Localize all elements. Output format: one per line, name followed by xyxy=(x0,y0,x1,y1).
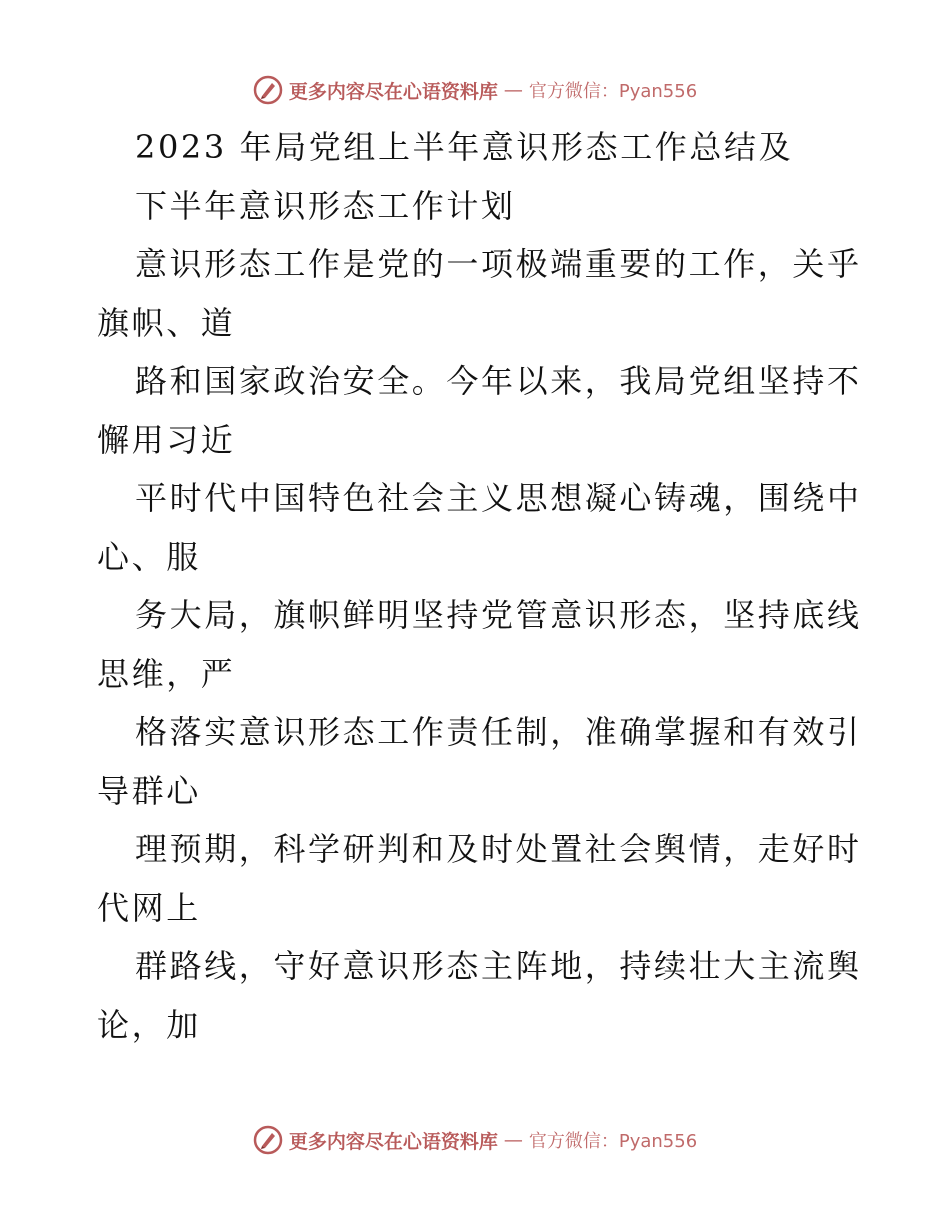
body-line: 导群心 xyxy=(97,771,201,810)
pen-circle-logo-icon xyxy=(253,1125,283,1155)
body-line: 旗帜、道 xyxy=(97,303,236,342)
document-title-line-1: 2023 年局党组上半年意识形态工作总结及 xyxy=(135,128,794,166)
watermark-dash: — xyxy=(503,79,523,101)
watermark-brand: 更多内容尽在心语资料库 xyxy=(288,1130,498,1153)
body-line: 理预期，科学研判和及时处置社会舆情，走好时 xyxy=(135,830,862,868)
document-body xyxy=(97,118,862,1054)
watermark-wechat: 官方微信：Pyan556 xyxy=(528,81,698,102)
body-line: 平时代中国特色社会主义思想凝心铸魂，围绕中 xyxy=(135,479,862,517)
body-line: 意识形态工作是党的一项极端重要的工作，关乎 xyxy=(135,245,862,283)
footer-watermark xyxy=(0,1120,950,1160)
watermark-brand: 更多内容尽在心语资料库 xyxy=(288,80,498,103)
document-title-line-2: 下半年意识形态工作计划 xyxy=(135,186,516,225)
body-line: 心、服 xyxy=(97,537,201,576)
body-line: 路和国家政治安全。今年以来，我局党组坚持不 xyxy=(135,362,862,400)
body-line: 懈用习近 xyxy=(97,420,236,459)
body-line: 群路线，守好意识形态主阵地，持续壮大主流舆 xyxy=(135,947,862,985)
body-line: 代网上 xyxy=(97,888,201,927)
pen-circle-logo-icon xyxy=(253,75,283,105)
body-line: 格落实意识形态工作责任制，准确掌握和有效引 xyxy=(135,713,862,751)
header-watermark xyxy=(0,70,950,110)
watermark-dash: — xyxy=(503,1129,523,1151)
watermark-wechat: 官方微信：Pyan556 xyxy=(528,1131,698,1152)
body-line: 思维，严 xyxy=(97,654,236,693)
body-line: 务大局，旗帜鲜明坚持党管意识形态，坚持底线 xyxy=(135,596,862,634)
body-line: 论，加 xyxy=(97,1005,201,1044)
